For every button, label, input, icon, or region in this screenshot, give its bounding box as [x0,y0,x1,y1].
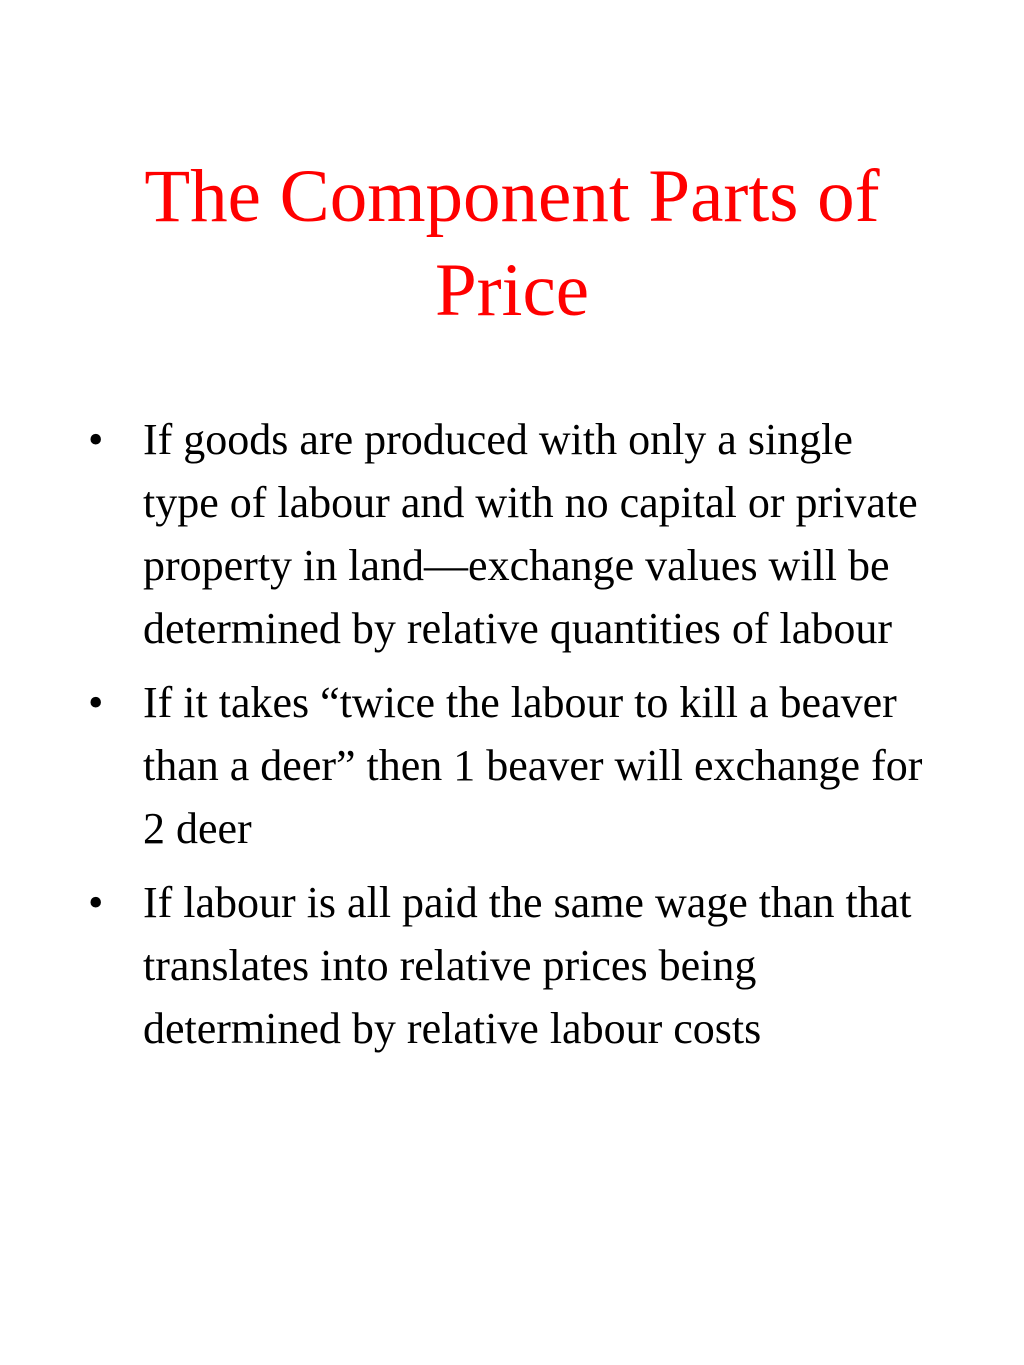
bullet-dot-icon: • [88,415,104,464]
bullet-item [88,671,938,860]
bullet-text: If goods are produced with only a single type of labour and with no capital or private property in land—exchange values will be determined by relative quantities of labour [143,415,918,653]
bullet-item [88,408,938,660]
slide-title: The Component Parts of Price [144,155,880,332]
bullet-text: If it takes “twice the labour to kill a beaver than a deer” then 1 beaver will exchange for 2 deer [143,678,923,853]
bullet-text: If labour is all paid the same wage than that translates into relative prices being determined by relative labour costs [143,878,912,1053]
bullet-dot-icon: • [88,878,104,927]
bullet-list [88,408,938,1071]
bullet-dot-icon: • [88,678,104,727]
bullet-item [88,871,938,1060]
